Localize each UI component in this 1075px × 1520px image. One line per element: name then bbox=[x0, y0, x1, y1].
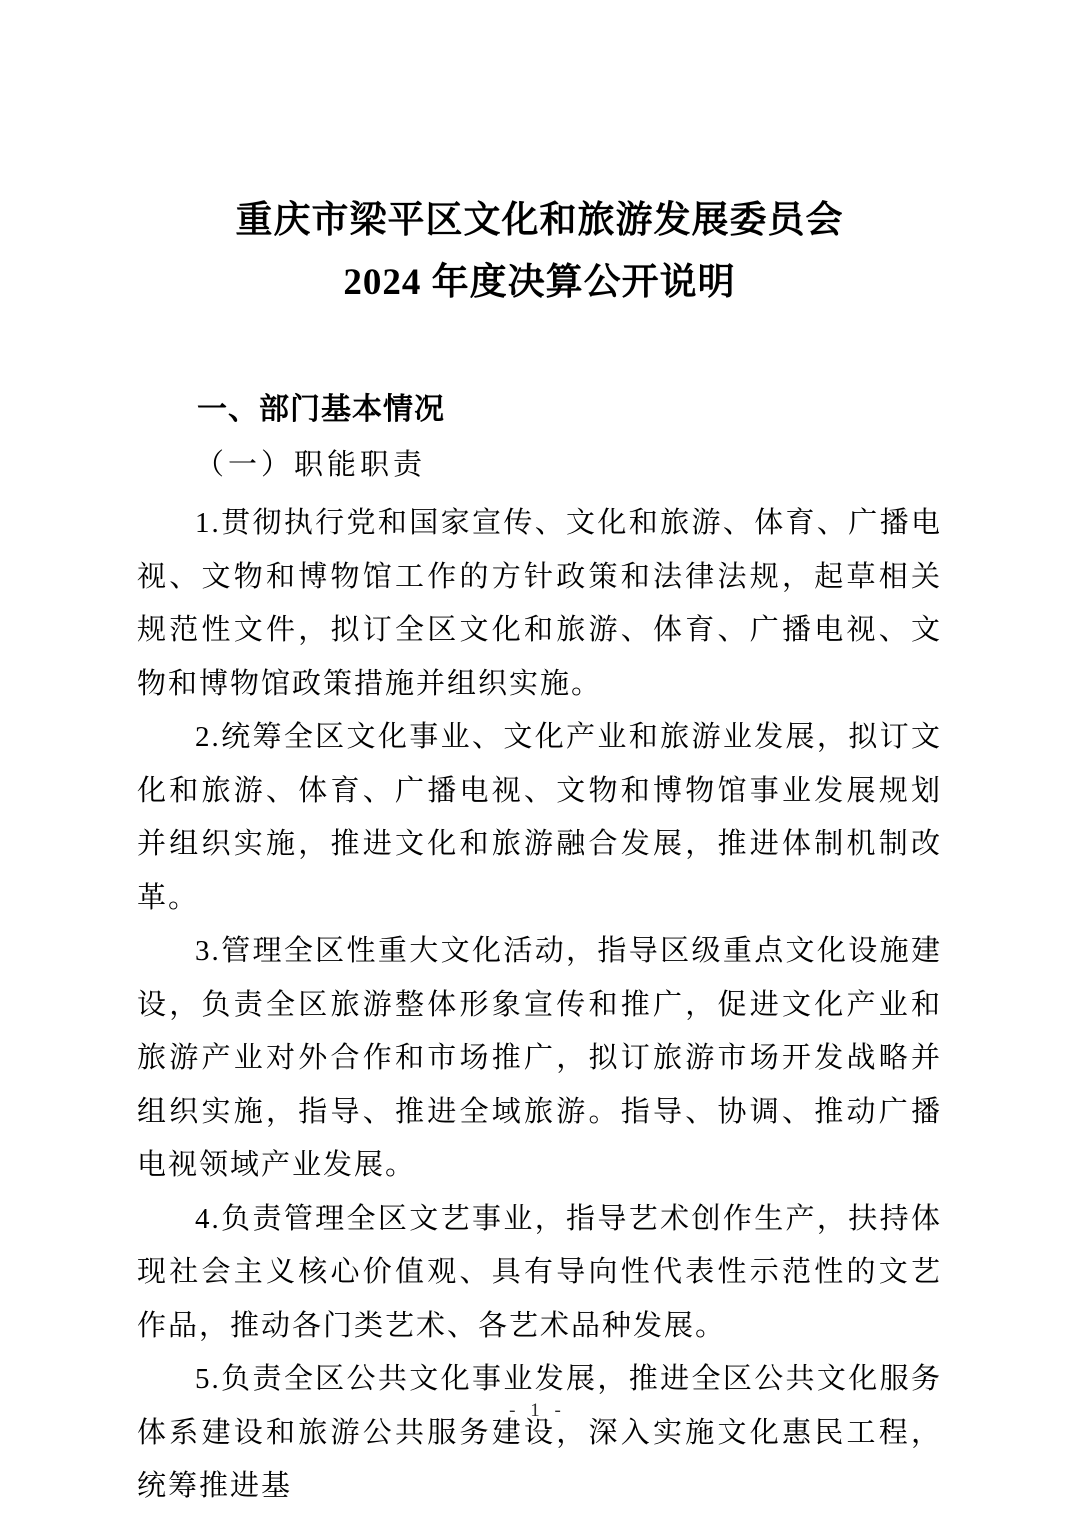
body-text bbox=[137, 497, 942, 1514]
body-paragraph: 2.统筹全区文化事业、文化产业和旅游业发展，拟订文化和旅游、体育、广播电视、文物和博物馆事业发展规划并组织实施，推进文化和旅游融合发展，推进体制机制改革。 bbox=[137, 721, 942, 914]
body-paragraph: 5.负责全区公共文化事业发展，推进全区公共文化服务体系建设和旅游公共服务建设，深入实施文化惠民工程，统筹推进基 bbox=[137, 1363, 942, 1502]
section-heading: 一、部门基本情况 bbox=[197, 393, 445, 426]
document-title-line-2: 2024 年度决算公开说明 bbox=[343, 262, 736, 303]
document-title-line-1: 重庆市梁平区文化和旅游发展委员会 bbox=[235, 200, 844, 241]
subsection-heading: （一）职能职责 bbox=[195, 449, 427, 481]
document-title bbox=[137, 0, 942, 314]
body-paragraph: 1.贯彻执行党和国家宣传、文化和旅游、体育、广播电视、文物和博物馆工作的方针政策和法律法规，起草相关规范性文件，拟订全区文化和旅游、体育、广播电视、文物和博物馆政策措施并组织实施。 bbox=[137, 507, 942, 700]
page-number: - 1 - bbox=[509, 1400, 566, 1421]
document-content bbox=[137, 0, 942, 1514]
body-paragraph: 4.负责管理全区文艺事业，指导艺术创作生产，扶持体现社会主义核心价值观、具有导向性代表性示范性的文艺作品，推动各门类艺术、各艺术品种发展。 bbox=[137, 1202, 942, 1342]
body-paragraph: 3.管理全区性重大文化活动，指导区级重点文化设施建设，负责全区旅游整体形象宣传和推广，促进文化产业和旅游产业对外合作和市场推广，拟订旅游市场开发战略并组织实施，指导、推进全域旅游。指导、协调、推动广播电视领域产业发展。 bbox=[137, 935, 942, 1181]
